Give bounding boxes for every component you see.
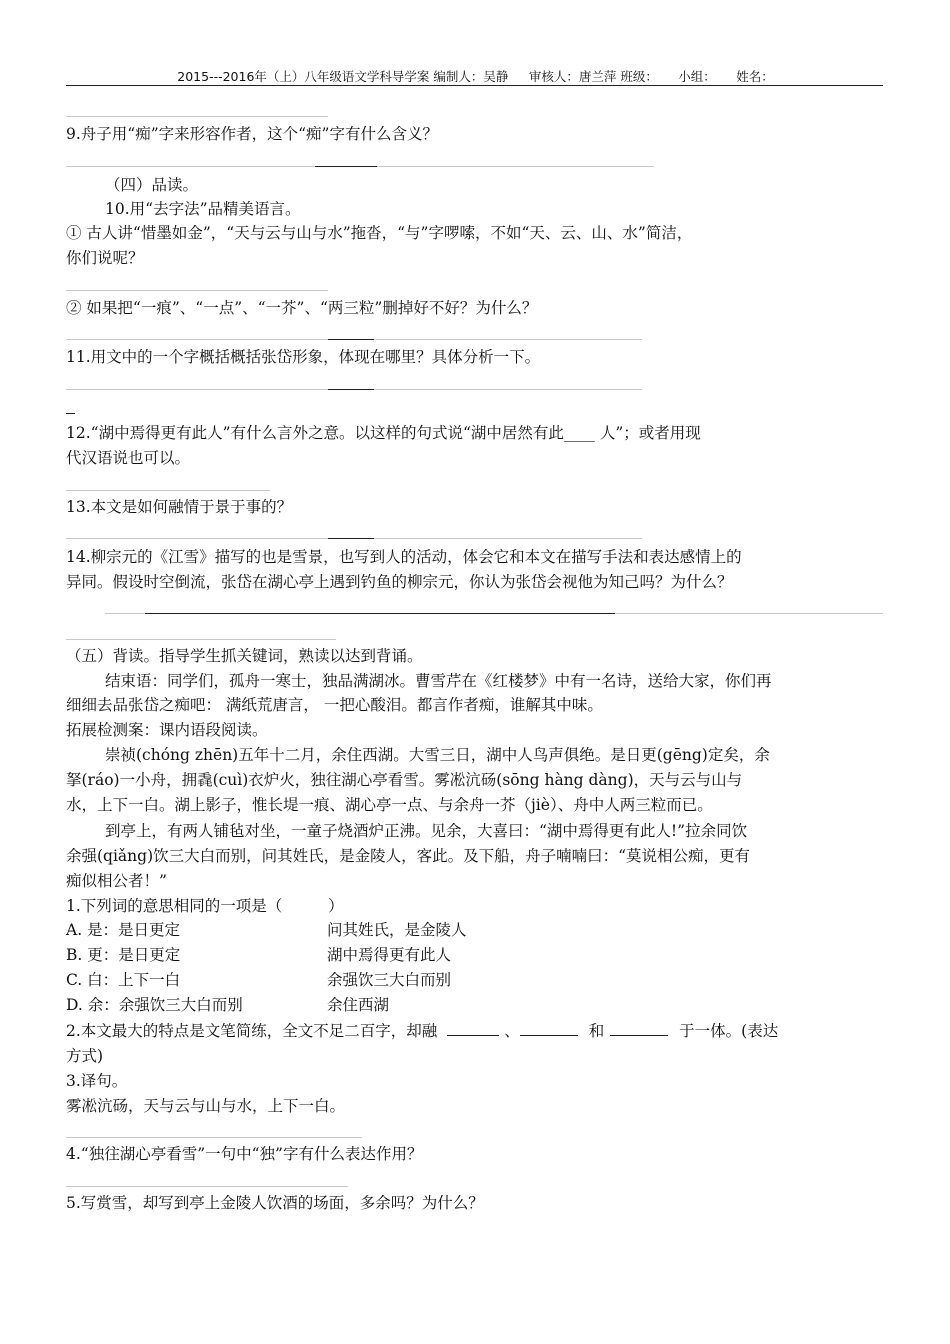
question-9: 9.舟子用“痴”字来形容作者，这个“痴”字有什么含义？ [66,125,438,143]
option-a-left: A. 是：是日更定 [66,921,181,939]
exercise-5: 5.写赏雪，却写到亭上金陵人饮酒的场面，多余吗？为什么？ [66,1194,484,1212]
answer-line[interactable] [66,538,642,539]
passage-p1-line2: 拏(ráo)一小舟，拥毳(cuì)衣炉火，独往湖心亭看雪。雾凇沆砀(sōng hàng dàng)，天与云与山与 [66,771,743,789]
answer-line[interactable] [66,116,328,117]
option-b-right: 湖中焉得更有此人 [327,946,452,964]
exercise-2-line1 [66,1021,778,1042]
answer-line[interactable] [66,1137,362,1138]
passage-p2-line1: 到亭上，有两人铺毡对坐，一童子烧酒炉正沸。见余，大喜曰：“湖中焉得更有此人!”拉余同饮 [105,822,748,840]
fill-blank-3[interactable] [610,1021,668,1036]
ending-line1: 结束语：同学们，孤舟一寒士，独品满湖冰。曹雪芹在《红楼梦》中有一名诗，送给大家，你们再 [105,672,772,690]
exercise-2-sep1: 、 [504,1022,520,1040]
question-11: 11.用文中的一个字概括概括张岱形象，体现在哪里？具体分析一下。 [66,348,541,366]
expand-test-title: 拓展检测案：课内语段阅读。 [66,721,268,739]
option-b[interactable] [66,945,452,966]
passage-p2-line3: 痴似相公者！” [66,872,167,890]
worksheet-header: 2015---2016年（上）八年级语文学科导学案 编制人：吴静 审核人：唐兰萍 班级： 小组： 姓名： [177,69,774,84]
question-10-1-line1: ① 古人讲“惜墨如金”，“天与云与山与水”拖沓，“与”字啰嗦，不如“天、云、山、水”简洁， [66,224,693,242]
option-b-left: B. 更：是日更定 [66,946,181,964]
exercise-3-sentence: 雾凇沆砀，天与云与山与水，上下一白。 [66,1097,346,1115]
question-10-1-line2: 你们说呢？ [66,249,144,267]
exercise-1: 1.下列词的意思相同的一项是（ ） [66,897,344,915]
option-a-right: 问其姓氏，是金陵人 [327,921,467,939]
option-c-left: C. 白：上下一白 [66,971,181,989]
exercise-3: 3.译句。 [66,1072,128,1090]
exercise-2-line2: 方式) [66,1047,104,1065]
question-14-line1: 14.柳宗元的《江雪》描写的也是雪景，也写到人的活动，体会它和本文在描写手法和表达感情上的 [66,548,742,566]
question-12-line1: 12.“湖中焉得更有此人”有什么言外之意。以这样的句式说“湖中居然有此____ 人”；或者用现 [66,424,701,442]
answer-line[interactable] [66,339,642,340]
option-c[interactable] [66,970,452,991]
option-d[interactable] [66,995,390,1016]
passage-p2-line2: 余强(qiǎng)饮三大白而别，问其姓氏，是金陵人，客此。及下船，舟子喃喃曰：“莫说相公痴，更有 [66,847,751,865]
question-10-2: ② 如果把“一痕”、“一点”、“一芥”、“两三粒”删掉好不好？为什么？ [66,299,538,317]
exercise-2-sep2: 和 [588,1022,605,1040]
answer-line[interactable] [66,290,328,291]
fill-blank-2[interactable] [520,1021,578,1036]
answer-line[interactable] [66,490,270,491]
question-13: 13.本文是如何融情于景于事的？ [66,498,293,516]
exercise-2-prefix: 2.本文最大的特点是文笔简练，全文不足二百字，却融 [66,1022,438,1040]
section-4-title: （四）品读。 [105,176,199,194]
fill-blank-1[interactable] [447,1021,499,1036]
passage-p1-line3: 水，上下一白。湖上影子，惟长堤一痕、湖心亭一点、与余舟一芥（jiè）、舟中人两三粒而已。 [66,796,713,814]
answer-line[interactable] [66,166,654,167]
short-dash [66,413,75,414]
answer-line[interactable] [66,1186,348,1187]
option-d-left: D. 余：余强饮三大白而别 [66,996,243,1014]
exercise-4: 4.“独往湖心亭看雪”一句中“独”字有什么表达作用？ [66,1145,423,1163]
section-5-title: （五）背读。指导学生抓关键词，熟读以达到背诵。 [66,647,423,665]
ending-line2: 细细去品张岱之痴吧： 满纸荒唐言， 一把心酸泪。都言作者痴，谁解其中味。 [66,696,603,714]
header-rule [66,85,883,86]
answer-line[interactable] [66,639,336,640]
question-10: 10.用“去字法”品精美语言。 [105,200,301,218]
question-12-line2: 代汉语说也可以。 [66,449,191,467]
option-a[interactable] [66,920,467,941]
option-c-right: 余强饮三大白而别 [327,971,452,989]
exercise-2-suffix: 于一体。(表达 [679,1022,779,1040]
answer-line[interactable] [66,389,642,390]
question-14-line2: 异同。假设时空倒流，张岱在湖心亭上遇到钓鱼的柳宗元，你认为张岱会视他为知己吗？为什么？ [66,573,733,591]
answer-line[interactable] [105,613,883,614]
passage-p1-line1: 崇祯(chóng zhēn)五年十二月，余住西湖。大雪三日，湖中人鸟声俱绝。是日更(gēng)定矣，余 [105,746,770,764]
option-d-right: 余住西湖 [327,996,390,1014]
